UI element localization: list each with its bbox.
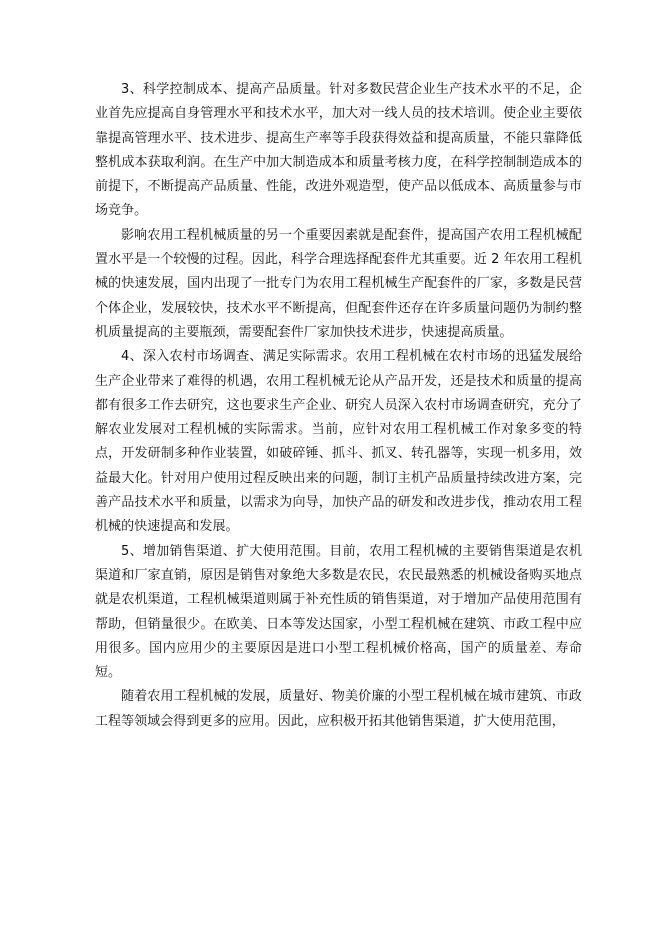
paragraph-development: 随着农用工程机械的发展，质量好、物美价廉的小型工程机械在城市建筑、市政工程等领域会得到更多的应用。因此，应积极开拓其他销售渠道，扩大使用范围， [95, 689, 582, 729]
document-body [95, 78, 582, 734]
paragraph-components: 影响农用工程机械质量的另一个重要因素就是配套件，提高国产农用工程机械配置水平是一个较慢的过程。因此，科学合理选择配套件尤其重要。近 2 年农用工程机械的快速发展，国内出现了一批专门为农用工程机械生产配套件的厂家，多数是民营个体企业，发展较快，技术水平不断提高，但配套件还存在许多质量问题仍为制约整机质量提高的主要瓶颈，需要配套件厂家加快技术进步，快速提高质量。 [95, 227, 582, 340]
paragraph-cost-quality: 3、科学控制成本、提高产品质量。针对多数民营企业生产技术水平的不足，企业首先应提高自身管理水平和技术水平，加大对一线人员的技术培训。使企业主要依靠提高管理水平、技术进步、提高生产率等手段获得效益和提高质量，不能只靠降低整机成本获取利润。在生产中加大制造成本和质量考核力度，在科学控制制造成本的前提下，不断提高产品质量、性能，改进外观造型，使产品以低成本、高质量参与市场竞争。 [95, 82, 582, 219]
paragraph-rural-market: 4、深入农村市场调查、满足实际需求。农用工程机械在农村市场的迅猛发展给生产企业带来了难得的机遇，农用工程机械无论从产品开发，还是技术和质量的提高都有很多工作去研究，这也要求生产企业、研究人员深入农村市场调查研究，充分了解农业发展对工程机械的实际需求。当前，应针对农用工程机械工作对象多变的特点，开发研制多种作业装置，如破碎锤、抓斗、抓叉、转孔器等，实现一机多用，效益最大化。针对用户使用过程反映出来的问题，制订主机产品质量持续改进方案，完善产品技术水平和质量，以需求为向导，加快产品的研发和改进步伐，推动农用工程机械的快速提高和发展。 [95, 349, 582, 535]
paragraph-sales-channels: 5、增加销售渠道、扩大使用范围。目前，农用工程机械的主要销售渠道是农机渠道和厂家直销，原因是销售对象绝大多数是农民，农民最熟悉的机械设备购买地点就是农机渠道，工程机械渠道则属于补充性质的销售渠道，对于增加产品使用范围有帮助，但销量很少。在欧美、日本等发达国家，小型工程机械在建筑、市政工程中应用很多。国内应用少的主要原因是进口小型工程机械价格高，国产的质量差、寿命短。 [95, 543, 582, 681]
